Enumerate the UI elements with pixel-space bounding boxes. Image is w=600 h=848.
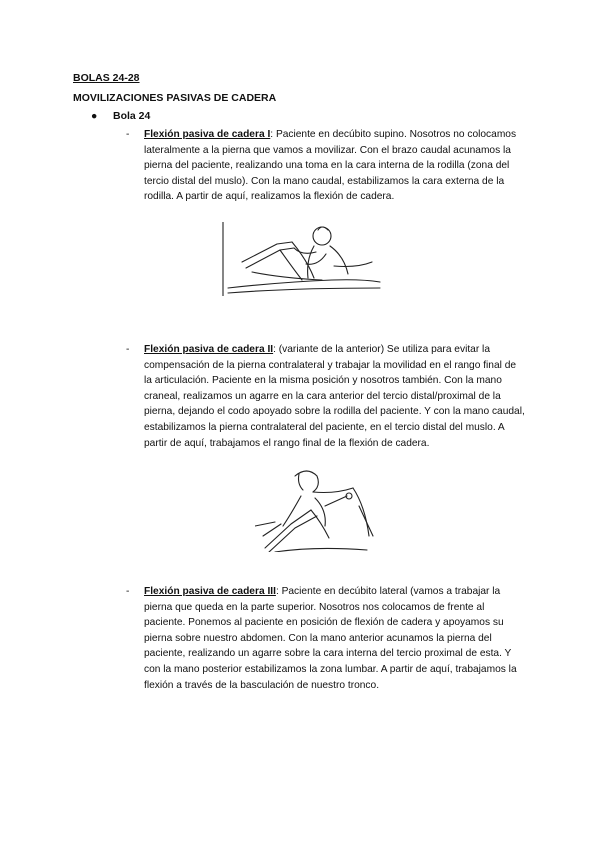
dash-marker: -	[126, 129, 130, 140]
illustration-flexion-ii	[255, 466, 375, 552]
bullet-item-bola-24	[91, 110, 150, 122]
document-title: BOLAS 24-28	[73, 72, 140, 84]
item-lead: Flexión pasiva de cadera II	[144, 344, 274, 355]
section-heading: MOVILIZACIONES PASIVAS DE CADERA	[73, 92, 277, 104]
item-body: : (variante de la anterior) Se utiliza para evitar la compensación de la pierna contralateral y trabajar la movilidad en el rango final de la articulación. Paciente en la misma posición y nosotros también. Con la mano craneal, realizamos un agarre en la cara anterior del tercio distal/proximal de la pierna, dejando el codo apoyado sobre la rodilla del paciente. Y con la mano caudal, estabilizamos la pierna contralateral del paciente, en el tercio distal del muslo. A partir de aquí, trabajamos el rango final de la flexión de cadera.	[144, 344, 525, 449]
item-lead: Flexión pasiva de cadera III	[144, 586, 276, 597]
item-body: : Paciente en decúbito lateral (vamos a trabajar la pierna que queda en la parte superior. Nosotros nos colocamos de frente al paciente. Ponemos al paciente en posición de flexión de cadera y apoyamos su pierna sobre nuestro abdomen. Con la mano anterior acunamos la pierna del paciente, realizando un agarre sobre la cara interna del tercio proximal de esta. Y con la mano posterior estabilizamos la zona lumbar. A partir de aquí, trabajamos la flexión a través de la basculación de nuestro tronco.	[144, 586, 517, 691]
dash-marker: -	[126, 586, 130, 597]
bullet-icon: ●	[91, 110, 98, 122]
list-item-flexion-iii	[126, 584, 526, 693]
item-lead: Flexión pasiva de cadera I	[144, 129, 271, 140]
dash-marker: -	[126, 344, 130, 355]
list-item-flexion-ii	[126, 342, 526, 451]
item-body: : Paciente en decúbito supino. Nosotros no colocamos lateralmente a la pierna que vamos a movilizar. Con el brazo caudal acunamos la pierna del paciente, realizando una toma en la cara interna de la rodilla (zona del tercio distal del muslo). Con la mano caudal, estabilizamos la cara externa de la rodilla. A partir de aquí, realizamos la flexión de cadera.	[144, 129, 517, 203]
bullet-label: Bola 24	[113, 110, 151, 122]
illustration-flexion-i	[222, 222, 382, 296]
list-item-flexion-i	[126, 127, 526, 205]
